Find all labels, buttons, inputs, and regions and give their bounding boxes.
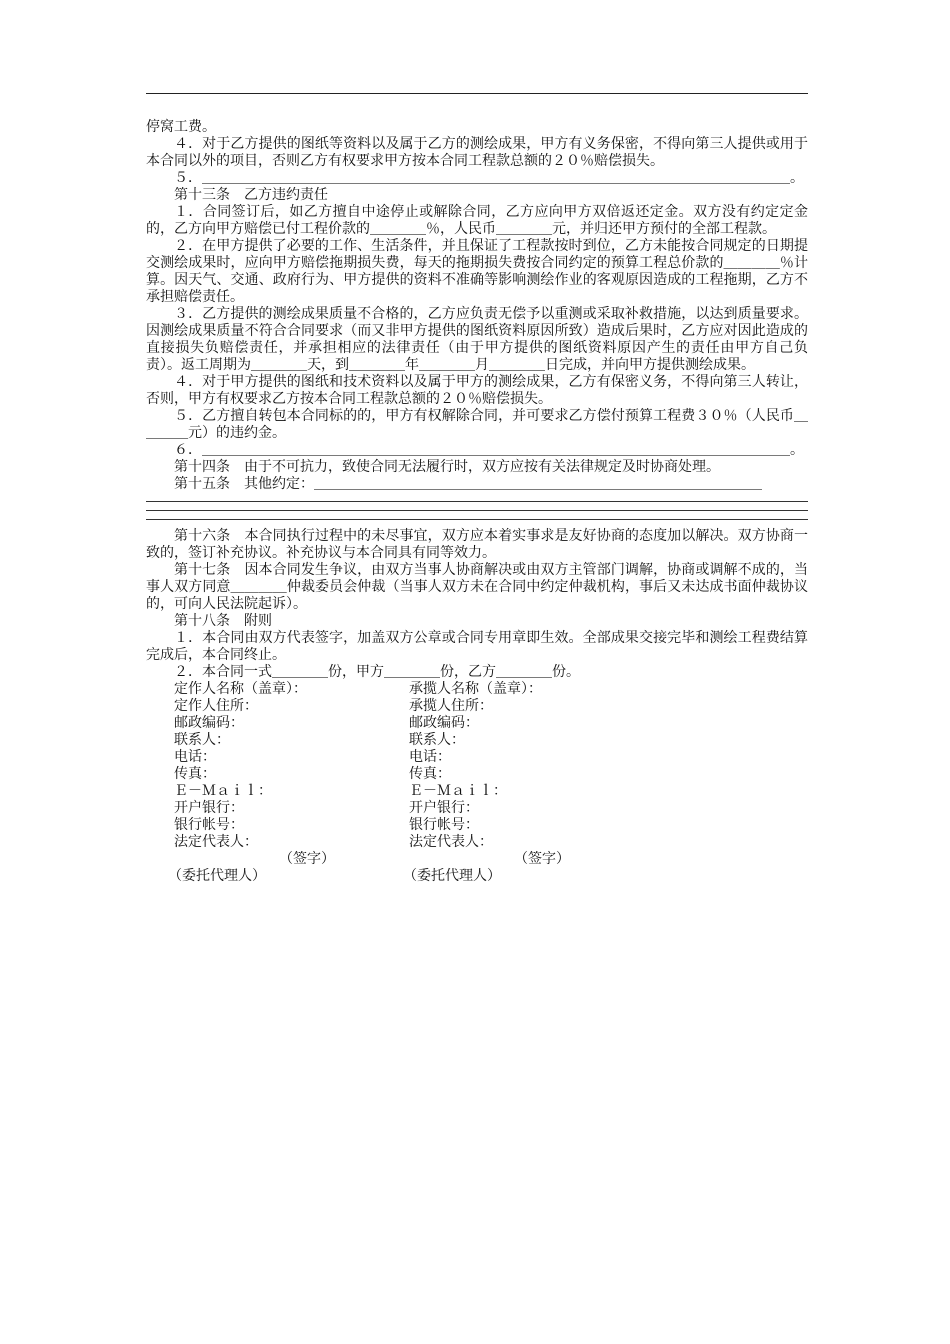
party-b-account: 银行帐号： <box>409 817 479 833</box>
paragraph: １．合同签订后，如乙方擅自中途停止或解除合同，乙方应向甲方双倍返还定金。双方没有约定定金的，乙方向甲方赔偿已付工程价款的＿＿＿＿％，人民币＿＿＿＿元，并归还甲方预付的全部工程款。 <box>146 204 808 237</box>
party-b-name: 承揽人名称（盖章）： <box>409 681 542 697</box>
paragraph: ５．＿＿＿＿＿＿＿＿＿＿＿＿＿＿＿＿＿＿＿＿＿＿＿＿＿＿＿＿＿＿＿＿＿＿＿＿＿＿＿＿＿＿。 <box>174 170 804 186</box>
paragraph: ６．＿＿＿＿＿＿＿＿＿＿＿＿＿＿＿＿＿＿＿＿＿＿＿＿＿＿＿＿＿＿＿＿＿＿＿＿＿＿＿＿＿＿。 <box>174 442 804 458</box>
party-a-contact: 联系人： <box>174 732 230 748</box>
article-heading: 第十三条 乙方违约责任 <box>174 187 328 203</box>
party-b-contact: 联系人： <box>409 732 465 748</box>
blank-fill-lines <box>146 501 808 520</box>
party-b-address: 承揽人住所： <box>409 698 493 714</box>
party-a-bank: 开户银行： <box>174 800 244 816</box>
paragraph: ４．对于乙方提供的图纸等资料以及属于乙方的测绘成果，甲方有义务保密，不得向第三人提供或用于本合同以外的项目，否则乙方有权要求甲方按本合同工程款总额的２０％赔偿损失。 <box>146 136 808 169</box>
party-a-address: 定作人住所： <box>174 698 258 714</box>
document-body <box>146 119 808 885</box>
paragraph: ２．在甲方提供了必要的工作、生活条件，并且保证了工程款按时到位，乙方未能按合同规定的日期提交测绘成果时，应向甲方赔偿拖期损失费，每天的拖期损失费按合同约定的预算工程总价款的＿＿＿＿％计算。因天气、交通、政府行为、甲方提供的资料不准确等影响测绘作业的客观原因造成的工程拖期，乙方不承担赔偿责任。 <box>146 238 808 305</box>
paragraph: １．本合同由双方代表签字，加盖双方公章或合同专用章即生效。全部成果交接完毕和测绘工程费结算完成后，本合同终止。 <box>146 630 808 663</box>
party-b-email: Ｅ－Ｍａｉｌ： <box>409 783 507 799</box>
blank-line <box>146 501 808 502</box>
party-a-fax: 传真： <box>174 766 216 782</box>
paragraph: ２．本合同一式＿＿＿＿份，甲方＿＿＿＿份，乙方＿＿＿＿份。 <box>174 664 580 680</box>
blank-line <box>146 519 808 520</box>
paragraph: 停窝工费。 <box>146 119 216 135</box>
party-b-bank: 开户银行： <box>409 800 479 816</box>
party-b-postcode: 邮政编码： <box>409 715 479 731</box>
party-a-name: 定作人名称（盖章）： <box>174 681 307 697</box>
paragraph: 第十五条 其他约定：＿＿＿＿＿＿＿＿＿＿＿＿＿＿＿＿＿＿＿＿＿＿＿＿＿＿＿＿＿＿＿＿ <box>174 476 762 492</box>
party-b-fax: 传真： <box>409 766 451 782</box>
header-rule <box>146 93 808 94</box>
party-a-phone: 电话： <box>174 749 216 765</box>
party-a-sign-label: （签字） <box>279 851 335 867</box>
party-a-agent-label: （委托代理人） <box>168 868 266 884</box>
party-b-sign-label: （签字） <box>514 851 570 867</box>
paragraph: ４．对于甲方提供的图纸和技术资料以及属于甲方的测绘成果，乙方有保密义务，不得向第三人转让，否则，甲方有权要求乙方按本合同工程款总额的２０％赔偿损失。 <box>146 374 808 407</box>
party-b-legal-rep: 法定代表人： <box>409 834 493 850</box>
party-b-agent-label: （委托代理人） <box>403 868 501 884</box>
party-a-postcode: 邮政编码： <box>174 715 244 731</box>
party-a-email: Ｅ－Ｍａｉｌ： <box>174 783 272 799</box>
paragraph: ３．乙方提供的测绘成果质量不合格的，乙方应负责无偿予以重测或采取补救措施，以达到质量要求。因测绘成果质量不符合合同要求（而又非甲方提供的图纸资料原因所致）造成后果时，乙方应对因此造成的直接损失负赔偿责任，并承担相应的法律责任（由于甲方提供的图纸资料原因产生的责任由甲方自己负责）。返工周期为＿＿＿＿天，到＿＿＿＿年＿＿＿＿月＿＿＿＿日完成，并向甲方提供测绘成果。 <box>146 306 808 373</box>
article-heading: 第十八条 附则 <box>174 613 272 629</box>
party-a-account: 银行帐号： <box>174 817 244 833</box>
paragraph: ５．乙方擅自转包本合同标的的，甲方有权解除合同，并可要求乙方偿付预算工程费３０％（人民币＿＿＿＿元）的违约金。 <box>146 408 808 441</box>
paragraph: 第十六条 本合同执行过程中的未尽事宜，双方应本着实事求是友好协商的态度加以解决。双方协商一致的，签订补充协议。补充协议与本合同具有同等效力。 <box>146 528 808 561</box>
blank-line <box>146 510 808 511</box>
signature-block <box>146 681 808 885</box>
paragraph: 第十七条 因本合同发生争议，由双方当事人协商解决或由双方主管部门调解，协商或调解不成的，当事人双方同意＿＿＿＿仲裁委员会仲裁（当事人双方未在合同中约定仲裁机构，事后又未达成书面仲裁协议的，可向人民法院起诉）。 <box>146 562 808 612</box>
party-b-phone: 电话： <box>409 749 451 765</box>
paragraph: 第十四条 由于不可抗力，致使合同无法履行时，双方应按有关法律规定及时协商处理。 <box>174 459 720 475</box>
party-a-legal-rep: 法定代表人： <box>174 834 258 850</box>
